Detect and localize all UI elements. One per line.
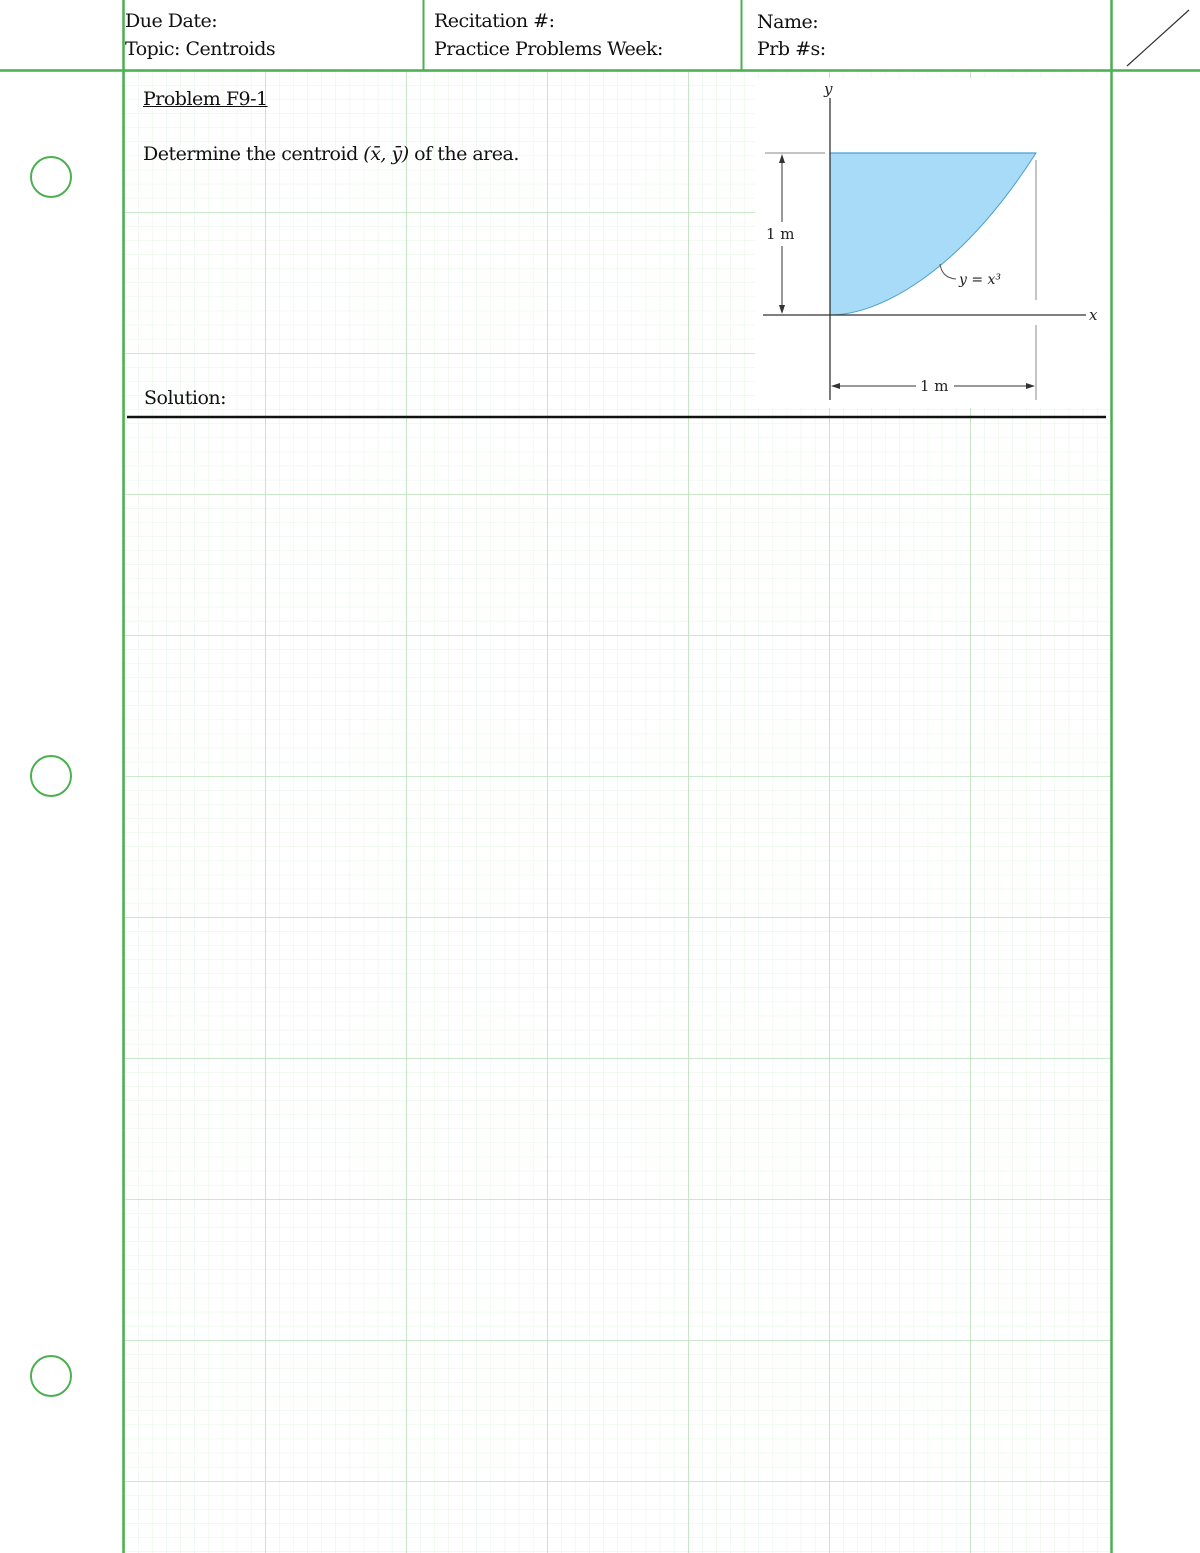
problem-figure <box>755 78 1110 408</box>
problem-numbers-label: Prb #s: <box>757 38 826 60</box>
curve-leader <box>940 264 956 279</box>
x-axis-label: x <box>1089 306 1098 324</box>
height-arrow-bottom <box>779 305 785 314</box>
recitation-label: Recitation #: <box>434 10 555 32</box>
width-arrow-right <box>1026 383 1035 389</box>
name-label: Name: <box>757 11 819 33</box>
width-dimension-label: 1 m <box>920 377 949 395</box>
statement-prefix: Determine the centroid <box>143 143 364 165</box>
due-date-label: Due Date: <box>125 10 218 32</box>
binder-hole-top <box>30 156 72 198</box>
height-dimension-label: 1 m <box>766 225 795 243</box>
problem-statement <box>143 143 519 165</box>
statement-suffix: of the area. <box>408 143 519 165</box>
problem-title: Problem F9-1 <box>143 88 268 110</box>
practice-week-label: Practice Problems Week: <box>434 38 663 60</box>
y-axis-label: y <box>824 80 833 98</box>
solution-label: Solution: <box>144 387 227 409</box>
shaded-area <box>830 153 1036 315</box>
curve-equation-label: y = x³ <box>959 272 1002 288</box>
binder-hole-middle <box>30 755 72 797</box>
height-arrow-top <box>779 154 785 163</box>
width-arrow-left <box>831 383 840 389</box>
topic-label: Topic: Centroids <box>125 38 276 60</box>
centroid-notation: (x̄, ȳ) <box>363 143 409 165</box>
binder-hole-bottom <box>30 1355 72 1397</box>
corner-slash <box>1127 10 1189 66</box>
